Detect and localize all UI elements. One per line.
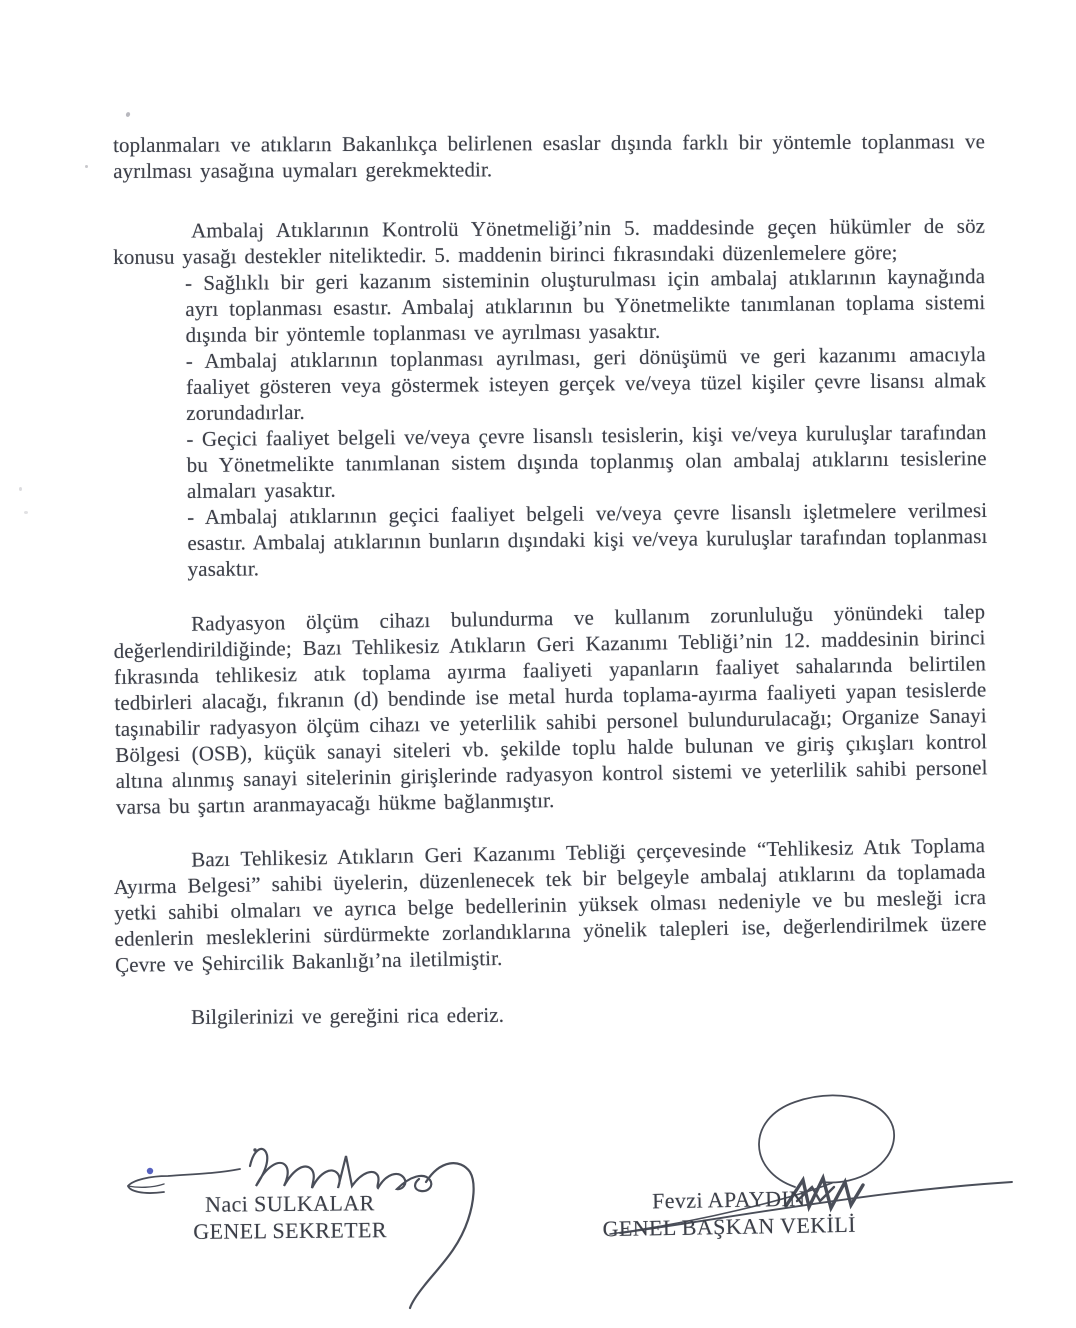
closing-line: Bilgilerinizi ve gereğini rica ederiz. [191,1002,505,1029]
scan-speck [19,487,22,491]
bullet-list [185,263,988,582]
signatory-left [180,1189,400,1245]
signatory-left-name: Naci SULKALAR [204,1190,375,1217]
letter-body [113,129,988,1030]
bullet-item-2: - Ambalaj atıklarının toplanması ayrılması, geri dönüşümü ve geri kazanımı amacıyla faaliyet gösteren veya göstermek isteyen gerçek ve/veya tüzel kişiler çevre lisansı almak zorundadırlar. [185,342,987,425]
body-paragraph-2: Ambalaj Atıklarının Kontrolü Yönetmeliği’nin 5. maddesinde geçen hükümler de söz konusu yasağı destekler niteliktedir. 5. maddenin birinci fıkrasındaki düzenlemelere göre; [113,213,986,269]
scan-speck [125,111,131,117]
signatory-left-title: GENEL SEKRETER [193,1217,388,1244]
signatory-right-name: Fevzi APAYDIN [651,1185,806,1214]
body-paragraph-4: Bazı Tehlikesiz Atıkların Geri Kazanımı Tebliği çerçevesinde “Tehlikesiz Atık Toplama Ayırma Belgesi” sahibi üyelerin, düzenlenecek tek bir belgeyle ambalaj atıklarını da toplamada yetki sahibi olmaları ve ayrıca belge bedellerinin yüksek olması nedeniyle ve bu mesleği icra edenlerin mesleklerini sürdürmekte zorlandıklarına yönelik talepleri ise, değerlendirilmek üzere Çevre ve Şehircilik Bakanlığı’na iletilmiştir. [113,833,987,977]
bullet-item-3: - Geçici faaliyet belgeli ve/veya çevre lisanslı tesislerin, kişi ve/veya kuruluşlar tarafından bu Yönetmelikte tanımlanan sistem dışında toplanmış olan ambalaj atıklarını tesislerine almaları yasaktır. [186,420,987,503]
body-paragraph-3: Radyasyon ölçüm cihazı bulundurma ve kullanım zorunluluğu yönündeki talep değerlendirildiğinde; Bazı Tehlikesiz Atıkların Geri Kazanımı Tebliği’nin 12. maddesinin birinci fıkrasında tehlikesiz atık toplama ayırma faaliyeti yapanların faaliyet sahalarında belirtilen tedbirleri alacağı, fıkranın (d) bendinde ise metal hurda toplama-ayırma faaliyeti yapan tesislerde taşınabilir radyasyon ölçüm cihazı ve yeterlilik sahibi personel bulundurulacağı; Organize Sanayi Bölgesi (OSB), küçük sanayi siteleri vb. şekilde toplu halde bulunan ve giriş çıkışları kontrol altına alınmış sanayi sitelerinin girişlerinde radyasyon kontrol sistemi ve yeterlilik sahibi personel varsa bu şartın aranmayacağı hükme bağlanmıştır. [113,599,988,819]
signatory-right-title: GENEL BAŞKAN VEKİLİ [602,1211,857,1242]
bullet-item-1: - Sağlıklı bir geri kazanım sisteminin oluşturulması için ambalaj atıklarının kaynağında ayrı toplanması esastır. Ambalaj atıklarının bu Yönetmelikte tanımlanan toplama sistemi dışında bir yöntemle toplanması ve ayrılması yasaktır. [185,264,986,347]
scan-speck [24,511,28,514]
body-paragraph-1: toplanmaları ve atıkların Bakanlıkça belirlenen esaslar dışında farklı bir yöntemle toplanması ve ayrılması yasağına uymaları gerekmektedir. [113,129,986,183]
bullet-item-4: - Ambalaj atıklarının geçici faaliyet belgeli ve/veya çevre lisanslı işletmelere verilmesi esastır. Ambalaj atıklarının bunların dışındaki kişi ve/veya kuruluşlar tarafından toplanması yasaktır. [187,498,988,581]
scan-speck [85,165,88,168]
signatory-right [584,1183,875,1242]
